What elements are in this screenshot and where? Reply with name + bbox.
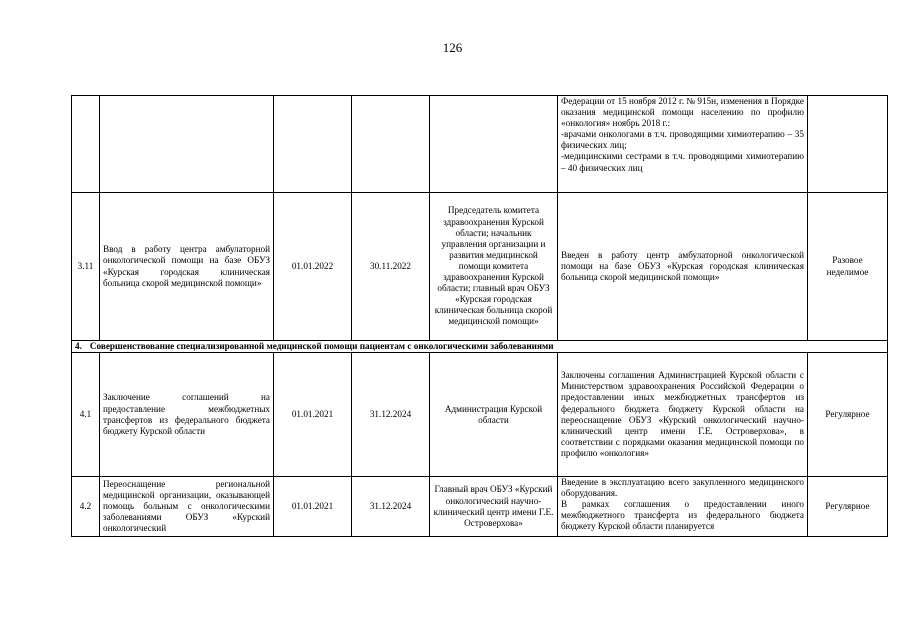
result-cell bbox=[558, 96, 808, 193]
result-cell bbox=[558, 477, 808, 537]
end-date: 31.12.2024 bbox=[352, 353, 430, 477]
section-title: Совершенствование специализированной медицинской помощи пациентам с онкологическими заболеваниями bbox=[89, 341, 554, 351]
result-text: -врачами онкологами в т.ч. проводящими химиотерапию – 35 физических лиц; bbox=[561, 129, 804, 151]
activity-type: Разовое неделимое bbox=[808, 193, 888, 341]
result-text: В рамках соглашения о предоставлении иного межбюджетного трансферта из федерального бюджета бюджету Курской области планируется bbox=[561, 499, 804, 532]
activity-type: Регулярное bbox=[808, 353, 888, 477]
section-number: 4. bbox=[75, 341, 82, 351]
activity-type: Регулярное bbox=[808, 477, 888, 537]
start-date: 01.01.2021 bbox=[274, 353, 352, 477]
table-row-3-11 bbox=[72, 193, 888, 341]
activity-name: Заключение соглашений на предоставление межбюджетных трансфертов из федерального бюджета бюджету Курской области bbox=[100, 353, 274, 477]
result-text: -медицинскими сестрами в т.ч. проводящими химиотерапию – 40 физических лиц bbox=[561, 151, 804, 173]
activity-name: Переоснащение региональной медицинской организации, оказывающей помощь больным с онкологическими заболеваниями ОБУЗ «Курский онкологический bbox=[100, 477, 274, 537]
table-row-4-1 bbox=[72, 353, 888, 477]
end-date: 31.12.2024 bbox=[352, 477, 430, 537]
row-number: 4.1 bbox=[72, 353, 100, 477]
result-text: Введение в эксплуатацию всего закупленного медицинского оборудования. bbox=[561, 477, 804, 499]
result-cell: Заключены соглашения Администрацией Курской области с Министерством здравоохранения Российской Федерации о предоставлении иных межбюджетных трансфертов из федерального бюджета бюджету Курской области на переоснащение ОБУЗ «Курский онкологический научно-клинический центр имени Г.Е. Островерхова», в соответствии с порядками оказания медицинской помощи по профилю «онкология» bbox=[558, 353, 808, 477]
responsible: Администрация Курской области bbox=[430, 353, 558, 477]
responsible: Председатель комитета здравоохранения Курской области; начальник управления организации и развития медицинской помощи комитета здравоохранения Курской области; главный врач ОБУЗ «Курская городская клиническая больница скорой медицинской помощи» bbox=[430, 193, 558, 341]
responsible: Главный врач ОБУЗ «Курский онкологический научно-клинический центр имени Г.Е. Островерхова» bbox=[430, 477, 558, 537]
start-date: 01.01.2021 bbox=[274, 477, 352, 537]
start-date: 01.01.2022 bbox=[274, 193, 352, 341]
result-text: Федерации от 15 ноября 2012 г. № 915н, изменения в Порядке оказания медицинской помощи населению по профилю «онкология» ноябрь 2018 г.: bbox=[561, 96, 804, 129]
activity-name: Ввод в работу центра амбулаторной онкологической помощи на базе ОБУЗ «Курская городская клиническая больница скорой медицинской помощи» bbox=[100, 193, 274, 341]
table-row-4-2 bbox=[72, 477, 888, 537]
section-header-row bbox=[72, 341, 888, 353]
table-row-continuation bbox=[72, 96, 888, 193]
section-header bbox=[72, 341, 888, 353]
activities-table bbox=[71, 95, 888, 537]
result-cell: Введен в работу центр амбулаторной онкологической помощи на базе ОБУЗ «Курская городская клиническая больница скорой медицинской помощи» bbox=[558, 193, 808, 341]
row-number: 4.2 bbox=[72, 477, 100, 537]
row-number: 3.11 bbox=[72, 193, 100, 341]
page-number: 126 bbox=[442, 40, 463, 55]
end-date: 30.11.2022 bbox=[352, 193, 430, 341]
